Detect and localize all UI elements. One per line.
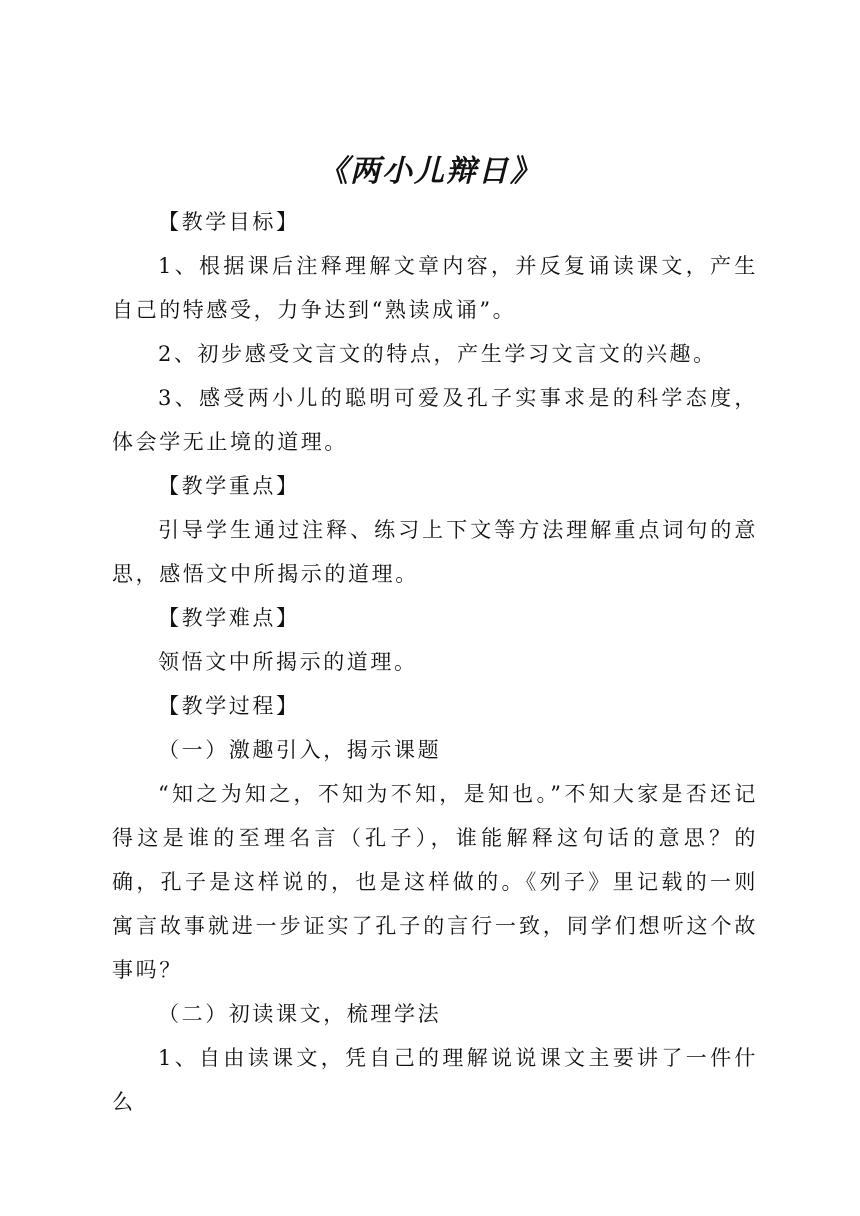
objective-item-1: 1、根据课后注释理解文章内容，并反复诵读课文，产生自己的特感受，力争达到“熟读成诵”。 bbox=[112, 254, 758, 322]
process-step-2-item-1: 1、自由读课文，凭自己的理解说说课文主要讲了一件什么 bbox=[112, 1046, 758, 1114]
process-step-1-heading: （一）激趣引入，揭示课题 bbox=[158, 738, 442, 762]
difficulties-paragraph: 领悟文中所揭示的道理。 bbox=[158, 650, 418, 674]
section-heading-process: 【教学过程】 bbox=[158, 694, 300, 718]
section-heading-objectives: 【教学目标】 bbox=[158, 210, 300, 234]
document-body bbox=[112, 200, 758, 1124]
key-points-paragraph: 引导学生通过注释、练习上下文等方法理解重点词句的意思，感悟文中所揭示的道理。 bbox=[112, 518, 758, 586]
process-step-2-heading: （二）初读课文，梳理学法 bbox=[158, 1002, 442, 1026]
objective-item-2: 2、初步感受文言文的特点，产生学习文言文的兴趣。 bbox=[158, 342, 717, 366]
section-heading-key-points: 【教学重点】 bbox=[158, 474, 300, 498]
objective-item-3: 3、感受两小儿的聪明可爱及孔子实事求是的科学态度，体会学无止境的道理。 bbox=[112, 386, 758, 454]
document-title: 《两小儿辩日》 bbox=[318, 154, 542, 189]
section-heading-difficulties: 【教学难点】 bbox=[158, 606, 300, 630]
process-step-1-paragraph: “知之为知之，不知为不知，是知也。”不知大家是否还记得这是谁的至理名言（孔子），谁能解释这句话的意思？的确，孔子是这样说的，也是这样做的。《列子》里记载的一则寓言故事就进一步证实了孔子的言行一致，同学们想听这个故事吗？ bbox=[112, 782, 758, 982]
